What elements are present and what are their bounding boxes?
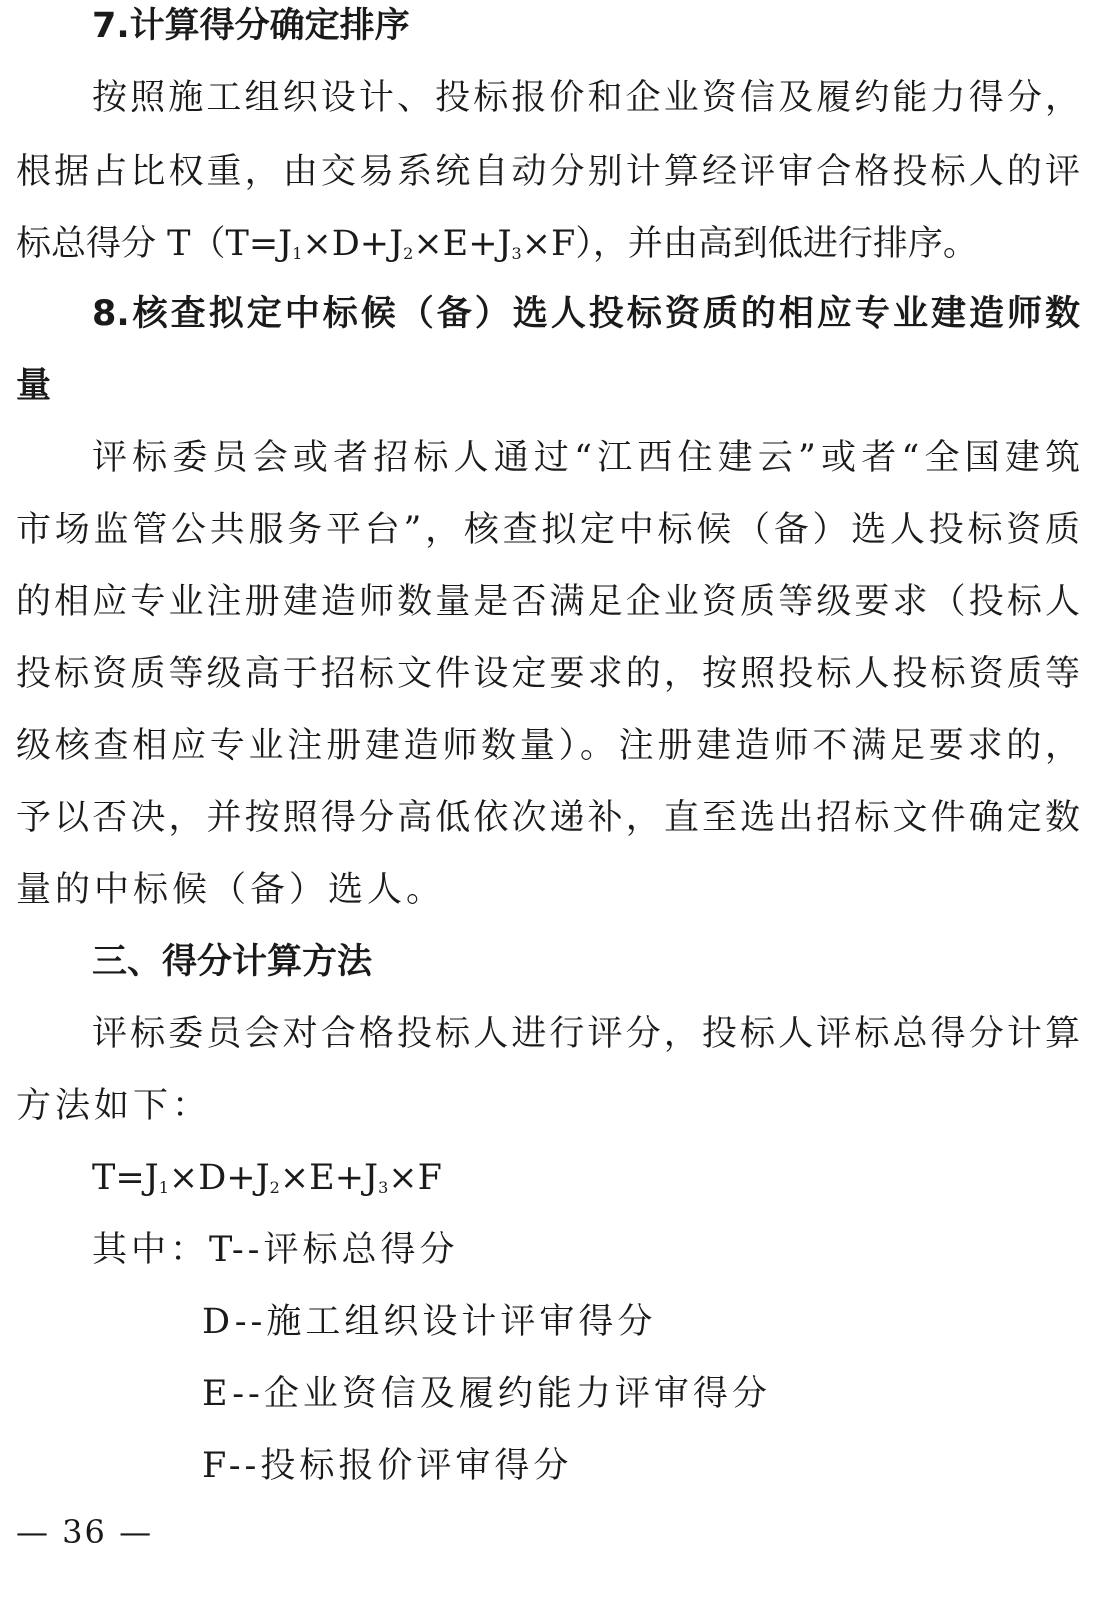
paragraph-line: 评标委员会对合格投标人进行评分，投标人评标总得分计算 <box>92 1014 1080 1054</box>
paragraph-line: 评标委员会或者招标人通过“江西住建云”或者“全国建筑 <box>92 438 1080 478</box>
definition-line <box>92 1228 459 1272</box>
formula-text: ×E+J <box>413 224 512 264</box>
paragraph-line: 量的中标候（备）选人。 <box>16 870 446 910</box>
paragraph-line: 按照施工组织设计、投标报价和企业资信及履约能力得分， <box>92 78 1080 118</box>
formula-text: 标总得分 T（T=J <box>16 224 293 264</box>
paragraph-line: 的相应专业注册建造师数量是否满足企业资质等级要求（投标人 <box>16 582 1080 622</box>
subscript: 3 <box>511 244 522 263</box>
subscript: 1 <box>292 244 303 263</box>
formula-text: ×F <box>388 1158 442 1198</box>
paragraph-line: 市场监管公共服务平台”，核查拟定中标候（备）选人投标资质 <box>16 510 1080 550</box>
formula-line <box>16 222 978 266</box>
subscript: 2 <box>269 1178 280 1197</box>
formula-text: T=J <box>92 1158 159 1198</box>
paragraph-line: 级核查相应专业注册建造师数量）。注册建造师不满足要求的， <box>16 726 1080 766</box>
definition-f: F--投标报价评审得分 <box>202 1446 573 1486</box>
score-formula <box>92 1156 442 1200</box>
formula-text: ×F），并由高到低进行排序。 <box>521 224 978 264</box>
subscript: 2 <box>403 244 414 263</box>
where-label: 其中： <box>92 1230 210 1270</box>
formula-text: ×D+J <box>168 1158 270 1198</box>
section-8-heading: 8.核查拟定中标候（备）选人投标资质的相应专业建造师数 <box>92 294 1080 334</box>
definition-e: E--企业资信及履约能力评审得分 <box>202 1374 771 1414</box>
section-7-heading: 7.计算得分确定排序 <box>92 6 410 46</box>
paragraph-line: 方法如下： <box>16 1086 212 1126</box>
paragraph-line: 予以否决，并按照得分高低依次递补，直至选出招标文件确定数 <box>16 798 1080 838</box>
section-3-heading: 三、得分计算方法 <box>92 942 373 982</box>
subscript: 1 <box>158 1178 169 1197</box>
formula-text: ×D+J <box>302 224 404 264</box>
definition-d: D--施工组织设计评审得分 <box>202 1302 657 1342</box>
subscript: 3 <box>378 1178 389 1197</box>
definition-t: T--评标总得分 <box>209 1230 459 1270</box>
formula-text: ×E+J <box>279 1158 379 1198</box>
section-8-heading-cont: 量 <box>16 366 52 406</box>
paragraph-line: 根据占比权重，由交易系统自动分别计算经评审合格投标人的评 <box>16 152 1080 192</box>
paragraph-line: 投标资质等级高于招标文件设定要求的，按照投标人投标资质等 <box>16 654 1080 694</box>
page-number: — 36 — <box>16 1513 154 1551</box>
